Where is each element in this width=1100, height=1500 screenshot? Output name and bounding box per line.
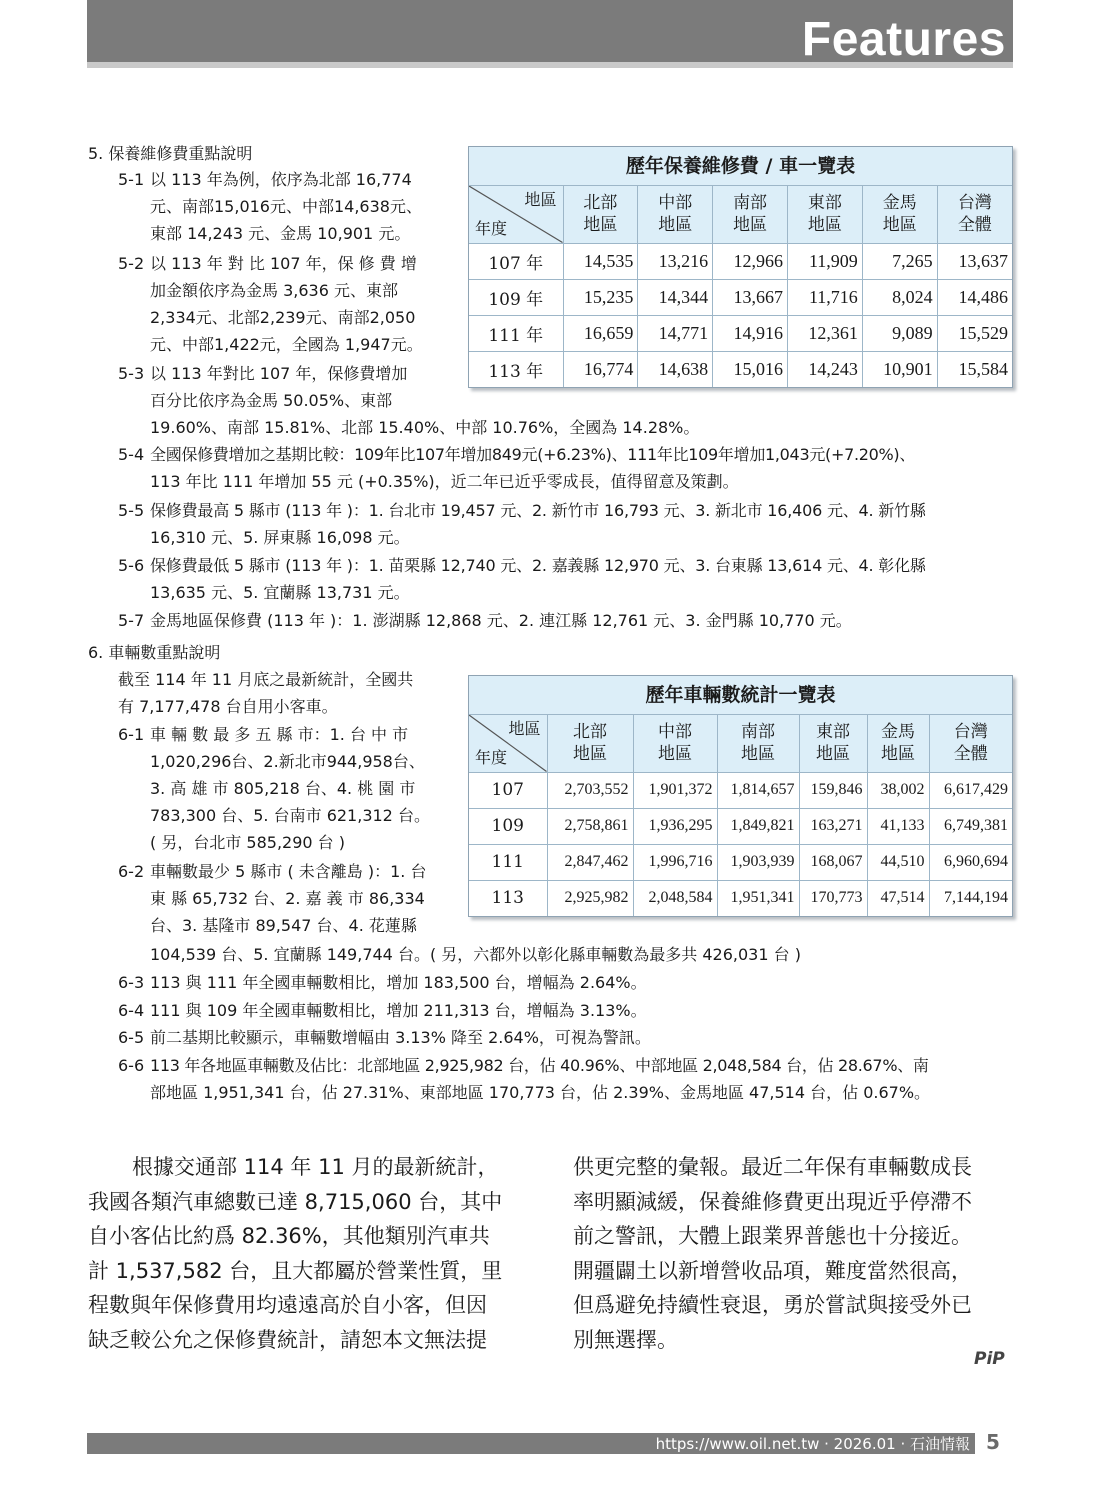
table-header-row (469, 186, 1012, 243)
item-line: 以 113 年 對 比 107 年，保 修 費 增 (150, 254, 417, 273)
table-cell: 1,849,821 (717, 808, 799, 844)
item-number: 6-6 (118, 1056, 145, 1075)
table-cell: 7,265 (862, 243, 937, 279)
table-cell: 14,344 (638, 279, 713, 315)
row-year: 107 (469, 772, 547, 808)
item-line: 111 與 109 年全國車輛數相比，增加 211,313 台，增幅為 3.13%。 (150, 1001, 647, 1020)
table-title: 歷年保養維修費 / 車一覽表 (469, 147, 1012, 186)
item-number: 6-4 (118, 1001, 145, 1020)
table-row (469, 880, 1012, 916)
corner-year-label: 年度 (475, 218, 508, 238)
section-5-heading: 5. 保養維修費重點說明 (88, 144, 253, 163)
item-6-2-continued: 104,539 台、5. 宜蘭縣 149,744 台。( 另，六都外以彰化縣車輛數為最多共 426,031 台 ) (150, 945, 801, 964)
maintenance-cost-table (468, 146, 1013, 388)
table-corner-cell (469, 186, 563, 243)
table-cell: 11,909 (787, 243, 862, 279)
item-6-1 (118, 721, 448, 856)
table-row (469, 243, 1012, 279)
table-row (469, 772, 1012, 808)
item-line: 1,020,296台、2.新北市944,958台、 (150, 752, 425, 771)
table-cell: 41,133 (867, 808, 929, 844)
body-line: 前之警訊，大體上跟業界普態也十分接近。 (573, 1224, 972, 1248)
column-header: 北部 地區 (563, 186, 638, 243)
item-5-5 (118, 497, 1018, 551)
table-cell: 15,529 (937, 315, 1012, 351)
item-5-3-continued: 19.60%、南部 15.81%、北部 15.40%、中部 10.76%，全國為 14.28%。 (150, 418, 700, 437)
table-cell: 1,903,939 (717, 844, 799, 880)
table-cell: 168,067 (799, 844, 867, 880)
item-5-1 (118, 166, 448, 247)
column-header: 中部 地區 (633, 715, 717, 772)
table-cell: 14,243 (787, 351, 862, 387)
table-cell: 14,771 (638, 315, 713, 351)
row-year: 111 年 (469, 315, 563, 351)
item-5-2 (118, 250, 448, 358)
table-cell: 11,716 (787, 279, 862, 315)
intro-line: 有 7,177,478 台自用小客車。 (118, 697, 338, 716)
table-corner-cell (469, 715, 547, 772)
column-header: 北部 地區 (547, 715, 633, 772)
body-line: 根據交通部 114 年 11 月的最新統計， (132, 1155, 499, 1179)
table-cell: 13,216 (638, 243, 713, 279)
item-line: 東部 14,243 元、金馬 10,901 元。 (150, 224, 411, 243)
item-line: 113 與 111 年全國車輛數相比，增加 183,500 台，增幅為 2.64%。 (150, 973, 647, 992)
item-5-3 (118, 360, 448, 414)
item-line: 以 113 年對比 107 年，保修費增加 (150, 364, 408, 383)
table-grid (469, 186, 1012, 387)
item-line: 前二基期比較顯示，車輛數增幅由 3.13% 降至 2.64%，可視為警訊。 (150, 1028, 651, 1047)
corner-year-label: 年度 (475, 747, 508, 767)
table-cell: 163,271 (799, 808, 867, 844)
table-cell: 14,916 (713, 315, 788, 351)
table-cell: 8,024 (862, 279, 937, 315)
body-line: 率明顯減緩，保養維修費更出現近乎停滯不 (573, 1189, 972, 1214)
column-header: 台灣 全體 (937, 186, 1012, 243)
table-cell: 6,617,429 (929, 772, 1012, 808)
item-line: 百分比依序為金馬 50.05%、東部 (150, 391, 393, 410)
table-cell: 14,486 (937, 279, 1012, 315)
table-cell: 170,773 (799, 880, 867, 916)
footer-citation: https://www.oil.net.tw · 2026.01 · 石油情報 (655, 1435, 970, 1453)
item-6-6 (118, 1052, 1018, 1106)
table-cell: 12,966 (713, 243, 788, 279)
table-header-row (469, 715, 1012, 772)
table-cell: 159,846 (799, 772, 867, 808)
item-line: 以 113 年為例，依序為北部 16,774 (150, 170, 412, 189)
table-cell: 47,514 (867, 880, 929, 916)
table-cell: 2,925,982 (547, 880, 633, 916)
table-cell: 14,535 (563, 243, 638, 279)
item-number: 5-7 (118, 611, 145, 630)
table-cell: 38,002 (867, 772, 929, 808)
table-cell: 1,936,295 (633, 808, 717, 844)
item-line: 3. 高 雄 市 805,218 台、4. 桃 園 市 (150, 779, 416, 798)
table-cell: 6,960,694 (929, 844, 1012, 880)
page-section-title: Features (801, 13, 1006, 66)
table-row (469, 351, 1012, 387)
table-cell: 15,235 (563, 279, 638, 315)
body-line: 開疆闢土以新增營收品項，難度當然很高， (573, 1258, 972, 1283)
item-line: 元、中部1,422元，全國為 1,947元。 (150, 335, 423, 354)
item-line: 加金額依序為金馬 3,636 元、東部 (150, 281, 398, 300)
item-6-5 (118, 1024, 1018, 1051)
table-cell: 1,951,341 (717, 880, 799, 916)
body-line: 自小客佔比約爲 82.36%，其他類別汽車共 (88, 1224, 490, 1248)
item-number: 5-6 (118, 556, 145, 575)
body-line: 別無選擇。 (573, 1327, 678, 1352)
body-line: 計 1,537,582 台，且大都屬於營業性質，里 (88, 1258, 503, 1283)
body-line: 缺乏較公允之保修費統計，請恕本文無法提 (88, 1327, 487, 1352)
item-line: 2,334元、北部2,239元、南部2,050 (150, 308, 416, 327)
table-cell: 2,847,462 (547, 844, 633, 880)
body-line: 我國各類汽車總數已達 8,715,060 台，其中 (88, 1189, 503, 1214)
body-line: 程數與年保修費用均遠遠高於自小客，但因 (88, 1293, 487, 1317)
table-cell: 14,638 (638, 351, 713, 387)
section-6-heading: 6. 車輛數重點說明 (88, 643, 221, 662)
item-number: 5-4 (118, 445, 145, 464)
section-6-intro (118, 666, 453, 720)
table-cell: 2,703,552 (547, 772, 633, 808)
pip-logo: PiP (974, 1349, 1005, 1369)
corner-region-label: 地區 (508, 719, 541, 738)
item-number: 5-3 (118, 364, 145, 383)
table-cell: 44,510 (867, 844, 929, 880)
item-line: 783,300 台、5. 台南市 621,312 台。 (150, 806, 430, 825)
table-cell: 13,667 (713, 279, 788, 315)
item-line: ( 另，台北市 585,290 台 ) (150, 833, 345, 852)
item-line: 東 縣 65,732 台、2. 嘉 義 市 86,334 (150, 889, 425, 908)
item-line: 13,635 元、5. 宜蘭縣 13,731 元。 (150, 583, 410, 602)
item-number: 6-2 (118, 862, 145, 881)
table-cell: 1,901,372 (633, 772, 717, 808)
table-cell: 1,996,716 (633, 844, 717, 880)
item-line: 部地區 1,951,341 台，佔 27.31%、東部地區 170,773 台，佔 2.39%、金馬地區 47,514 台，佔 0.67%。 (150, 1083, 931, 1102)
intro-line: 截至 114 年 11 月底之最新統計，全國共 (118, 670, 414, 689)
column-header: 中部 地區 (638, 186, 713, 243)
row-year: 109 年 (469, 279, 563, 315)
item-6-4 (118, 997, 1018, 1024)
item-line: 保修費最高 5 縣市 (113 年 )：1. 台北市 19,457 元、2. 新竹市 16,793 元、3. 新北市 16,406 元、4. 新竹縣 (150, 501, 926, 520)
item-5-7 (118, 607, 1018, 634)
table-cell: 10,901 (862, 351, 937, 387)
table-cell: 12,361 (787, 315, 862, 351)
table-cell: 6,749,381 (929, 808, 1012, 844)
column-header: 金馬 地區 (862, 186, 937, 243)
item-line: 金馬地區保修費 (113 年 )：1. 澎湖縣 12,868 元、2. 連江縣 12,761 元、3. 金門縣 10,770 元。 (150, 611, 852, 630)
table-cell: 16,659 (563, 315, 638, 351)
row-year: 109 (469, 808, 547, 844)
item-5-4 (118, 441, 1018, 495)
item-line: 113 年比 111 年增加 55 元 (+0.35%)，近二年已近乎零成長，值得留意及策劃。 (150, 472, 739, 491)
item-number: 6-3 (118, 973, 145, 992)
row-year: 113 年 (469, 351, 563, 387)
item-number: 6-5 (118, 1028, 145, 1047)
body-line: 供更完整的彙報。最近二年保有車輛數成長 (573, 1155, 972, 1179)
table-row (469, 315, 1012, 351)
body-column-right (573, 1150, 1013, 1357)
item-6-2 (118, 858, 448, 939)
table-cell: 15,584 (937, 351, 1012, 387)
table-cell: 15,016 (713, 351, 788, 387)
item-number: 5-1 (118, 170, 145, 189)
table-cell: 9,089 (862, 315, 937, 351)
table-title: 歷年車輛數統計一覽表 (469, 676, 1012, 715)
column-header: 南部 地區 (717, 715, 799, 772)
corner-region-label: 地區 (524, 190, 557, 209)
table-cell: 13,637 (937, 243, 1012, 279)
table-row (469, 279, 1012, 315)
table-cell: 2,048,584 (633, 880, 717, 916)
column-header: 台灣 全體 (929, 715, 1012, 772)
table-row (469, 844, 1012, 880)
table-grid (469, 715, 1012, 916)
column-header: 東部 地區 (799, 715, 867, 772)
item-6-3 (118, 969, 1018, 996)
item-5-6 (118, 552, 1018, 606)
row-year: 107 年 (469, 243, 563, 279)
item-number: 5-5 (118, 501, 145, 520)
column-header: 東部 地區 (787, 186, 862, 243)
column-header: 南部 地區 (713, 186, 788, 243)
item-line: 車輛數最少 5 縣市 ( 未含離島 )：1. 台 (150, 862, 427, 881)
table-cell: 7,144,194 (929, 880, 1012, 916)
vehicle-count-table (468, 675, 1013, 917)
item-line: 元、南部15,016元、中部14,638元、 (150, 197, 422, 216)
item-number: 6-1 (118, 725, 145, 744)
item-number: 5-2 (118, 254, 145, 273)
table-cell: 16,774 (563, 351, 638, 387)
item-line: 車 輛 數 最 多 五 縣 市：1. 台 中 市 (150, 725, 409, 744)
page-number: 5 (986, 1430, 1000, 1454)
row-year: 111 (469, 844, 547, 880)
table-cell: 2,758,861 (547, 808, 633, 844)
body-line: 但爲避免持續性衰退，勇於嘗試與接受外已 (573, 1293, 972, 1317)
body-column-left (88, 1150, 528, 1357)
item-line: 113 年各地區車輛數及佔比：北部地區 2,925,982 台，佔 40.96%、中部地區 2,048,584 台，佔 28.67%、南 (150, 1056, 929, 1075)
row-year: 113 (469, 880, 547, 916)
table-cell: 1,814,657 (717, 772, 799, 808)
item-line: 保修費最低 5 縣市 (113 年 )：1. 苗栗縣 12,740 元、2. 嘉義縣 12,970 元、3. 台東縣 13,614 元、4. 彰化縣 (150, 556, 926, 575)
item-line: 全國保修費增加之基期比較：109年比107年增加849元(+6.23%)、111年比109年增加1,043元(+7.20%)、 (150, 445, 916, 464)
item-line: 16,310 元、5. 屏東縣 16,098 元。 (150, 528, 410, 547)
column-header: 金馬 地區 (867, 715, 929, 772)
table-row (469, 808, 1012, 844)
item-line: 台、3. 基隆市 89,547 台、4. 花蓮縣 (150, 916, 417, 935)
